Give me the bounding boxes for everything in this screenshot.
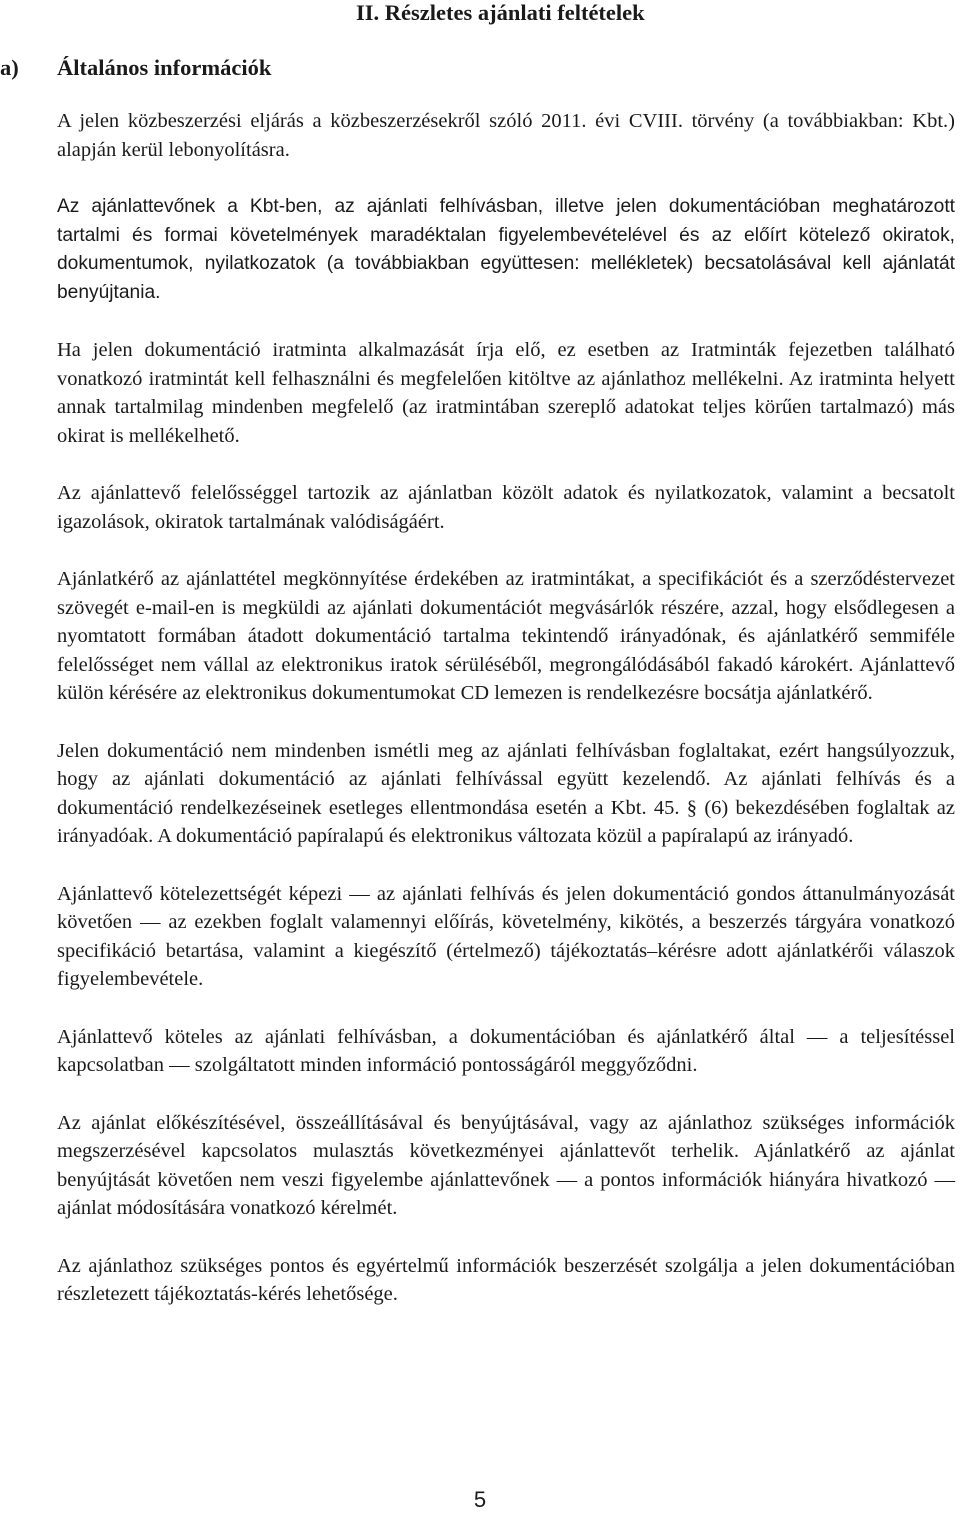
page-title: II. Részletes ajánlati feltételek <box>356 0 645 25</box>
paragraph-omission-consequences: Az ajánlat előkészítésével, összeállításával és benyújtásával, vagy az ajánlathoz szükséges információk megszerzésével kapcsolatos mulasztás következményei ajánlattevőt terhelik. Ajánlatkérő az ajánlat benyújtását követően nem veszi figyelembe ajánlattevőnek — a pontos információk hiányára hivatkozó — ajánlat módosítására vonatkozó kérelmét. <box>57 1111 955 1219</box>
paragraph-governing-version: Jelen dokumentáció nem mindenben ismétli meg az ajánlati felhívásban foglaltakat, ezért hangsúlyozzuk, hogy az ajánlati dokumentáció az ajánlati felhívással együtt kezelendő. Az ajánlati felhívás és a dokumentáció rendelkezéseinek esetleges ellentmondása esetén a Kbt. 45. § (6) bekezdésében foglaltak az irányadóak. A dokumentáció papíralapú és elektronikus változata közül a papíralapú az irányadó. <box>57 739 955 847</box>
paragraph-electronic-copies: Ajánlatkérő az ajánlattétel megkönnyítése érdekében az iratmintákat, a specifikációt és a szerződéstervezet szövegét e-mail-en is megküldi az ajánlati dokumentációt megvásárlók részére, azzal, hogy elsődlegesen a nyomtatott formában átadott dokumentáció tartalma tekintendő irányadónak, és ajánlatkérő semmiféle felelősséget nem vállal az elektronikus iratok sérüléséből, megrongálódásából fakadó károkért. Ajánlattevő külön kérésére az elektronikus dokumentumokat CD lemezen is rendelkezésre bocsátja ajánlatkérő. <box>57 568 955 704</box>
page-number: 5 <box>473 1487 487 1512</box>
section-letter: a) <box>0 55 19 80</box>
paragraph-authenticity: Az ajánlattevő felelősséggel tartozik az ajánlatban közölt adatok és nyilatkozatok, valamint a becsatolt igazolások, okiratok tartalmának valódiságáért. <box>57 482 955 533</box>
paragraph-information-accuracy: Ajánlattevő köteles az ajánlati felhívásban, a dokumentációban és ajánlatkérő által — a teljesítéssel kapcsolatban — szolgáltatott minden információ pontosságáról meggyőződni. <box>57 1025 955 1076</box>
paragraph-document-templates: Ha jelen dokumentáció iratminta alkalmazását írja elő, ez esetben az Iratminták fejezetben található vonatkozó iratmintát kell felhasználni és megfelelően kitöltve az ajánlathoz mellékelni. Az iratminta helyett annak tartalmilag mindenben megfelelő (az iratmintában szereplő adatokat teljes körűen tartalmazó) más okirat is mellékelhető. <box>57 339 955 447</box>
document-body <box>57 107 955 1338</box>
paragraph-submission-requirements: Az ajánlattevőnek a Kbt-ben, az ajánlati felhívásban, illetve jelen dokumentációban meghatározott tartalmi és formai követelmények maradéktalan figyelembevételével és az előírt kötelező okiratok, dokumentumok, nyilatkozatok (a továbbiakban együttesen: mellékletek) becsatolásával kell ajánlatát benyújtania. <box>57 196 955 303</box>
paragraph-information-request: Az ajánlathoz szükséges pontos és egyértelmű információk beszerzését szolgálja a jelen dokumentációban részletezett tájékoztatás-kérés lehetősége. <box>57 1254 955 1305</box>
paragraph-legal-basis: A jelen közbeszerzési eljárás a közbeszerzésekről szóló 2011. évi CVIII. törvény (a továbbiakban: Kbt.) alapján kerül lebonyolításra. <box>57 110 955 161</box>
section-title: Általános információk <box>57 55 272 80</box>
paragraph-bidder-obligations: Ajánlattevő kötelezettségét képezi — az ajánlati felhívás és jelen dokumentáció gondos áttanulmányozását követően — az ezekben foglalt valamennyi előírás, követelmény, kikötés, a beszerzés tárgyára vonatkozó specifikáció betartása, valamint a kiegészítő (értelmező) tájékoztatás–kérésre adott ajánlatkérői válaszok figyelembevétele. <box>57 882 955 990</box>
